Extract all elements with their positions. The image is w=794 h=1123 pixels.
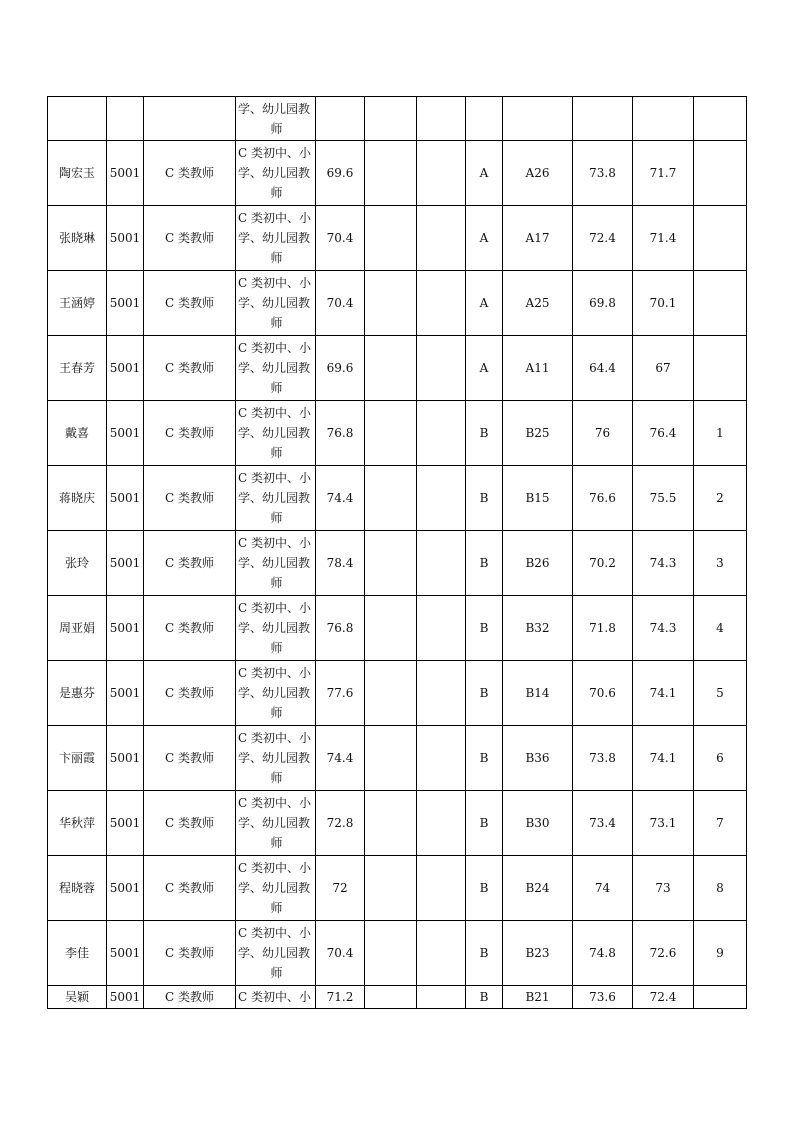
draw-number-cell: A26 [503,141,573,206]
blank-cell [365,661,417,726]
blank-cell [365,336,417,401]
position-cell: C 类教师 [144,141,236,206]
position-cell: C 类教师 [144,271,236,336]
blank-cell [417,921,466,986]
written-score-cell: 78.4 [316,531,365,596]
category-line: 学、幼儿园教 [238,816,311,830]
rank-cell [694,986,747,1009]
table-row [48,271,747,336]
code-cell: 5001 [107,141,144,206]
written-score-cell: 71.2 [316,986,365,1009]
name-cell: 李佳 [48,921,107,986]
group-cell: B [466,726,503,791]
table-row [48,921,747,986]
category-cell [236,466,316,531]
category-line: 学、幼儿园教 [238,556,311,570]
rank-cell: 3 [694,531,747,596]
code-cell: 5001 [107,791,144,856]
rank-cell: 6 [694,726,747,791]
written-score-cell [316,97,365,141]
total-score-cell: 76.4 [633,401,694,466]
blank-cell [417,791,466,856]
blank-cell [365,986,417,1009]
group-cell: B [466,856,503,921]
written-score-cell: 70.4 [316,921,365,986]
category-line: 师 [270,186,283,200]
position-cell: C 类教师 [144,791,236,856]
category-cell [236,97,316,141]
table-row [48,791,747,856]
written-score-cell: 76.8 [316,401,365,466]
draw-number-cell [503,97,573,141]
draw-number-cell: A25 [503,271,573,336]
category-line: 师 [270,381,283,395]
total-score-cell: 74.1 [633,726,694,791]
score-table [47,96,747,1009]
category-cell [236,596,316,661]
written-score-cell: 70.4 [316,271,365,336]
total-score-cell: 71.4 [633,206,694,271]
rank-cell: 7 [694,791,747,856]
name-cell: 王春芳 [48,336,107,401]
draw-number-cell: B14 [503,661,573,726]
total-score-cell: 72.4 [633,986,694,1009]
blank-cell [417,661,466,726]
category-line: C 类初中、小 [238,926,311,940]
total-score-cell: 74.3 [633,531,694,596]
category-line: C 类初中、小 [238,211,311,225]
category-line: C 类初中、小 [238,666,311,680]
interview-score-cell: 71.8 [573,596,633,661]
interview-score-cell: 74 [573,856,633,921]
position-cell: C 类教师 [144,596,236,661]
category-line: 师 [270,641,283,655]
draw-number-cell: A11 [503,336,573,401]
position-cell: C 类教师 [144,401,236,466]
name-cell: 陶宏玉 [48,141,107,206]
rank-cell [694,141,747,206]
blank-cell [417,97,466,141]
category-line: C 类初中、小 [238,861,311,875]
category-line: 师 [270,511,283,525]
category-line: C 类初中、小 [238,990,311,1004]
total-score-cell: 74.1 [633,661,694,726]
written-score-cell: 72 [316,856,365,921]
interview-score-cell: 73.8 [573,726,633,791]
category-line: C 类初中、小 [238,146,311,160]
draw-number-cell: B25 [503,401,573,466]
blank-cell [417,596,466,661]
position-cell: C 类教师 [144,531,236,596]
code-cell: 5001 [107,466,144,531]
draw-number-cell: B23 [503,921,573,986]
position-cell: C 类教师 [144,921,236,986]
name-cell: 卞丽霞 [48,726,107,791]
category-line: 师 [270,706,283,720]
group-cell: B [466,661,503,726]
category-line: 学、幼儿园教 [238,101,311,116]
draw-number-cell: B32 [503,596,573,661]
category-line: 师 [270,576,283,590]
table-row [48,856,747,921]
category-line: 学、幼儿园教 [238,881,311,895]
category-line: 学、幼儿园教 [238,231,311,245]
group-cell: B [466,531,503,596]
rank-cell: 5 [694,661,747,726]
total-score-cell: 73 [633,856,694,921]
rank-cell: 4 [694,596,747,661]
table-row [48,206,747,271]
table-row [48,336,747,401]
blank-cell [365,531,417,596]
draw-number-cell: B15 [503,466,573,531]
draw-number-cell: B21 [503,986,573,1009]
table-row-continued [48,97,747,141]
written-score-cell: 69.6 [316,336,365,401]
rank-cell: 9 [694,921,747,986]
interview-score-cell [573,97,633,141]
written-score-cell: 74.4 [316,466,365,531]
blank-cell [417,401,466,466]
blank-cell [365,791,417,856]
interview-score-cell: 76 [573,401,633,466]
interview-score-cell: 64.4 [573,336,633,401]
blank-cell [365,466,417,531]
category-line: 师 [270,251,283,265]
written-score-cell: 77.6 [316,661,365,726]
blank-cell [417,336,466,401]
category-line: C 类初中、小 [238,406,311,420]
written-score-cell: 72.8 [316,791,365,856]
rank-cell [694,206,747,271]
name-cell: 吴颖 [48,986,107,1009]
category-line: C 类初中、小 [238,341,311,355]
name-cell: 张晓琳 [48,206,107,271]
position-cell: C 类教师 [144,206,236,271]
rank-cell: 2 [694,466,747,531]
blank-cell [365,856,417,921]
group-cell: B [466,986,503,1009]
interview-score-cell: 73.6 [573,986,633,1009]
group-cell: B [466,921,503,986]
group-cell [466,97,503,141]
category-cell [236,141,316,206]
rank-cell [694,97,747,141]
position-cell: C 类教师 [144,986,236,1009]
category-line: C 类初中、小 [238,471,311,485]
code-cell: 5001 [107,986,144,1009]
rank-cell [694,271,747,336]
blank-cell [417,466,466,531]
name-cell: 周亚娟 [48,596,107,661]
category-line: 学、幼儿园教 [238,751,311,765]
category-cell [236,206,316,271]
category-cell [236,336,316,401]
category-cell [236,726,316,791]
blank-cell [365,921,417,986]
code-cell: 5001 [107,531,144,596]
table-row [48,986,747,1009]
blank-cell [417,206,466,271]
category-line: C 类初中、小 [238,276,311,290]
blank-cell [365,726,417,791]
category-line: 学、幼儿园教 [238,361,311,375]
name-cell: 蒋晓庆 [48,466,107,531]
total-score-cell: 71.7 [633,141,694,206]
category-line: C 类初中、小 [238,731,311,745]
position-cell: C 类教师 [144,466,236,531]
draw-number-cell: A17 [503,206,573,271]
blank-cell [365,206,417,271]
group-cell: B [466,791,503,856]
category-cell [236,271,316,336]
code-cell: 5001 [107,401,144,466]
code-cell: 5001 [107,661,144,726]
name-cell: 是惠芬 [48,661,107,726]
category-cell [236,531,316,596]
category-line: 学、幼儿园教 [238,296,311,310]
blank-cell [365,141,417,206]
category-line: 学、幼儿园教 [238,621,311,635]
category-line: 师 [270,121,283,136]
blank-cell [365,596,417,661]
interview-score-cell: 69.8 [573,271,633,336]
category-line: 师 [270,966,283,980]
total-score-cell: 72.6 [633,921,694,986]
code-cell: 5001 [107,336,144,401]
draw-number-cell: B24 [503,856,573,921]
blank-cell [417,726,466,791]
position-cell: C 类教师 [144,856,236,921]
category-cell [236,921,316,986]
category-line: 学、幼儿园教 [238,491,311,505]
interview-score-cell: 76.6 [573,466,633,531]
category-line: 师 [270,901,283,915]
table-row [48,661,747,726]
draw-number-cell: B36 [503,726,573,791]
blank-cell [417,531,466,596]
category-line: C 类初中、小 [238,536,311,550]
group-cell: A [466,206,503,271]
interview-score-cell: 74.8 [573,921,633,986]
table-row [48,596,747,661]
code-cell: 5001 [107,596,144,661]
group-cell: A [466,141,503,206]
code-cell: 5001 [107,856,144,921]
table-row [48,401,747,466]
category-line: 学、幼儿园教 [238,426,311,440]
group-cell: B [466,466,503,531]
position-cell: C 类教师 [144,661,236,726]
group-cell: B [466,401,503,466]
interview-score-cell: 72.4 [573,206,633,271]
written-score-cell: 74.4 [316,726,365,791]
blank-cell [417,986,466,1009]
rank-cell: 8 [694,856,747,921]
rank-cell: 1 [694,401,747,466]
category-cell [236,986,316,1009]
code-cell [107,97,144,141]
name-cell: 张玲 [48,531,107,596]
total-score-cell: 70.1 [633,271,694,336]
name-cell: 程晓蓉 [48,856,107,921]
category-line: 师 [270,771,283,785]
written-score-cell: 70.4 [316,206,365,271]
blank-cell [365,97,417,141]
category-line: 学、幼儿园教 [238,166,311,180]
total-score-cell: 75.5 [633,466,694,531]
interview-score-cell: 73.8 [573,141,633,206]
blank-cell [417,856,466,921]
position-cell: C 类教师 [144,336,236,401]
total-score-cell: 67 [633,336,694,401]
blank-cell [417,141,466,206]
category-line: 师 [270,836,283,850]
table-row [48,726,747,791]
category-cell [236,856,316,921]
blank-cell [365,271,417,336]
category-cell [236,661,316,726]
group-cell: A [466,336,503,401]
category-line: 师 [270,316,283,330]
category-cell [236,401,316,466]
position-cell: C 类教师 [144,726,236,791]
total-score-cell: 73.1 [633,791,694,856]
category-line: C 类初中、小 [238,601,311,615]
table-row [48,141,747,206]
rank-cell [694,336,747,401]
category-cell [236,791,316,856]
code-cell: 5001 [107,726,144,791]
position-cell [144,97,236,141]
blank-cell [365,401,417,466]
group-cell: B [466,596,503,661]
name-cell: 王涵婷 [48,271,107,336]
category-line: 学、幼儿园教 [238,946,311,960]
total-score-cell: 74.3 [633,596,694,661]
name-cell [48,97,107,141]
name-cell: 华秋萍 [48,791,107,856]
category-line: 学、幼儿园教 [238,686,311,700]
written-score-cell: 76.8 [316,596,365,661]
draw-number-cell: B30 [503,791,573,856]
table-body [48,97,747,1009]
table-row [48,466,747,531]
name-cell: 戴喜 [48,401,107,466]
code-cell: 5001 [107,271,144,336]
written-score-cell: 69.6 [316,141,365,206]
total-score-cell [633,97,694,141]
interview-score-cell: 73.4 [573,791,633,856]
code-cell: 5001 [107,921,144,986]
code-cell: 5001 [107,206,144,271]
table-row [48,531,747,596]
interview-score-cell: 70.2 [573,531,633,596]
category-line: C 类初中、小 [238,796,311,810]
interview-score-cell: 70.6 [573,661,633,726]
group-cell: A [466,271,503,336]
blank-cell [417,271,466,336]
draw-number-cell: B26 [503,531,573,596]
category-line: 师 [270,446,283,460]
